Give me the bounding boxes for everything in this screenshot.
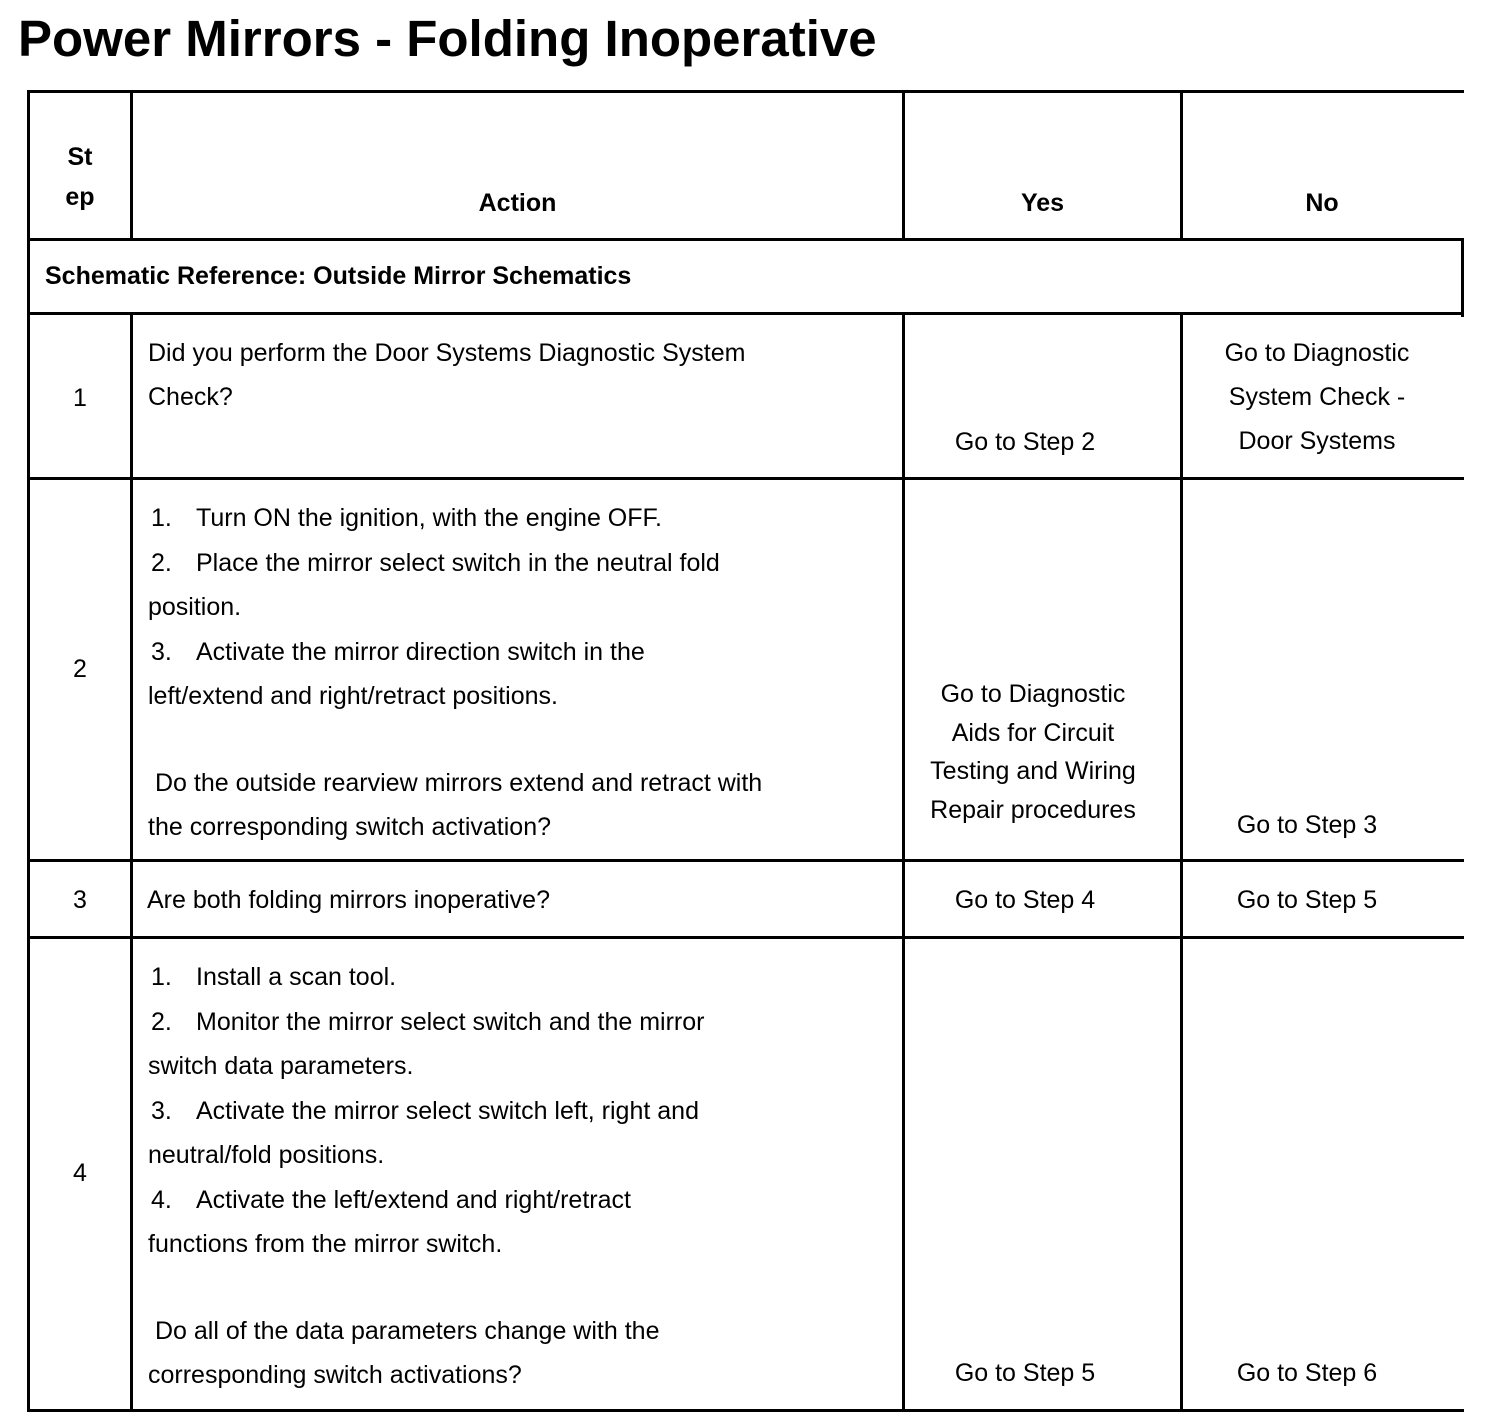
no-result: Go to Step 6 xyxy=(1236,1359,1378,1387)
header-yes: Yes xyxy=(1020,189,1065,217)
item-text: Activate the mirror select switch left, right and xyxy=(196,1096,699,1125)
step-number: 3 xyxy=(73,886,87,914)
item-continuation: left/extend and right/retract positions. xyxy=(148,682,558,710)
action-step-item xyxy=(148,1178,898,1223)
action-step-item xyxy=(148,541,898,586)
row-divider xyxy=(30,238,1464,241)
question-line: the corresponding switch activation? xyxy=(148,813,552,841)
header-step xyxy=(30,137,130,217)
item-continuation: functions from the mirror switch. xyxy=(148,1230,503,1258)
page-title: Power Mirrors - Folding Inoperative xyxy=(18,10,877,67)
item-text: Place the mirror select switch in the neutral fold xyxy=(196,548,720,577)
action-step-item xyxy=(148,1089,898,1134)
header-no: No xyxy=(1305,189,1339,217)
yes-result xyxy=(905,675,1161,829)
item-number: 3. xyxy=(151,1096,172,1125)
action-text xyxy=(148,331,898,419)
yes-result-line: Testing and Wiring xyxy=(930,757,1136,785)
yes-result: Go to Step 2 xyxy=(954,428,1096,456)
action-step-item xyxy=(148,1000,898,1045)
action-line: Check? xyxy=(148,383,233,411)
item-text: Activate the left/extend and right/retract xyxy=(196,1185,631,1214)
header-step-line: ep xyxy=(65,183,95,211)
action-text xyxy=(148,496,898,850)
item-number: 2. xyxy=(151,548,172,577)
yes-result: Go to Step 5 xyxy=(954,1359,1096,1387)
item-number: 1. xyxy=(151,504,172,532)
action-step-item xyxy=(148,496,898,541)
step-number: 4 xyxy=(73,1159,87,1187)
item-number: 3. xyxy=(151,637,172,666)
row-divider xyxy=(30,859,1464,862)
no-result: Go to Step 3 xyxy=(1236,811,1378,839)
question-line: corresponding switch activations? xyxy=(148,1361,522,1389)
action-step-item xyxy=(148,955,898,1000)
action-line: Did you perform the Door Systems Diagnostic System xyxy=(148,339,746,367)
yes-result: Go to Step 4 xyxy=(954,886,1096,914)
row-divider xyxy=(30,477,1464,480)
no-result xyxy=(1183,331,1451,463)
spacer xyxy=(148,1267,898,1309)
question-line: Do the outside rearview mirrors extend and retract with xyxy=(155,768,763,797)
row-divider xyxy=(30,312,1464,315)
step-number: 2 xyxy=(73,655,87,683)
row-divider xyxy=(30,936,1464,939)
no-result: Go to Step 5 xyxy=(1236,886,1378,914)
item-number: 4. xyxy=(151,1185,172,1214)
item-continuation: neutral/fold positions. xyxy=(148,1141,385,1169)
spacer xyxy=(148,719,898,761)
question-line: Do all of the data parameters change with the xyxy=(155,1316,660,1345)
no-result-line: System Check - xyxy=(1228,383,1406,411)
action-text xyxy=(148,955,898,1398)
action-step-item xyxy=(148,630,898,675)
action-text: Are both folding mirrors inoperative? xyxy=(147,886,550,914)
no-result-line: Go to Diagnostic xyxy=(1224,339,1410,367)
item-text: Activate the mirror direction switch in the xyxy=(196,637,645,666)
yes-result-line: Aids for Circuit xyxy=(951,718,1115,747)
yes-result-line: Go to Diagnostic xyxy=(940,680,1126,708)
step-number: 1 xyxy=(73,384,87,412)
header-action: Action xyxy=(478,189,557,217)
item-number: 2. xyxy=(151,1007,172,1036)
item-text: Monitor the mirror select switch and the mirror xyxy=(196,1007,705,1036)
yes-result-line: Repair procedures xyxy=(930,795,1136,824)
table-right-border xyxy=(1461,241,1464,317)
no-result-line: Door Systems xyxy=(1238,427,1396,455)
item-continuation: switch data parameters. xyxy=(148,1052,414,1080)
item-text: Turn ON the ignition, with the engine OFF. xyxy=(196,504,662,532)
item-continuation: position. xyxy=(148,593,242,621)
schematic-reference: Schematic Reference: Outside Mirror Schematics xyxy=(45,262,632,290)
item-text: Install a scan tool. xyxy=(196,963,397,991)
item-number: 1. xyxy=(151,963,172,991)
header-step-line: St xyxy=(67,143,93,171)
diagnostic-table xyxy=(27,90,1464,1412)
